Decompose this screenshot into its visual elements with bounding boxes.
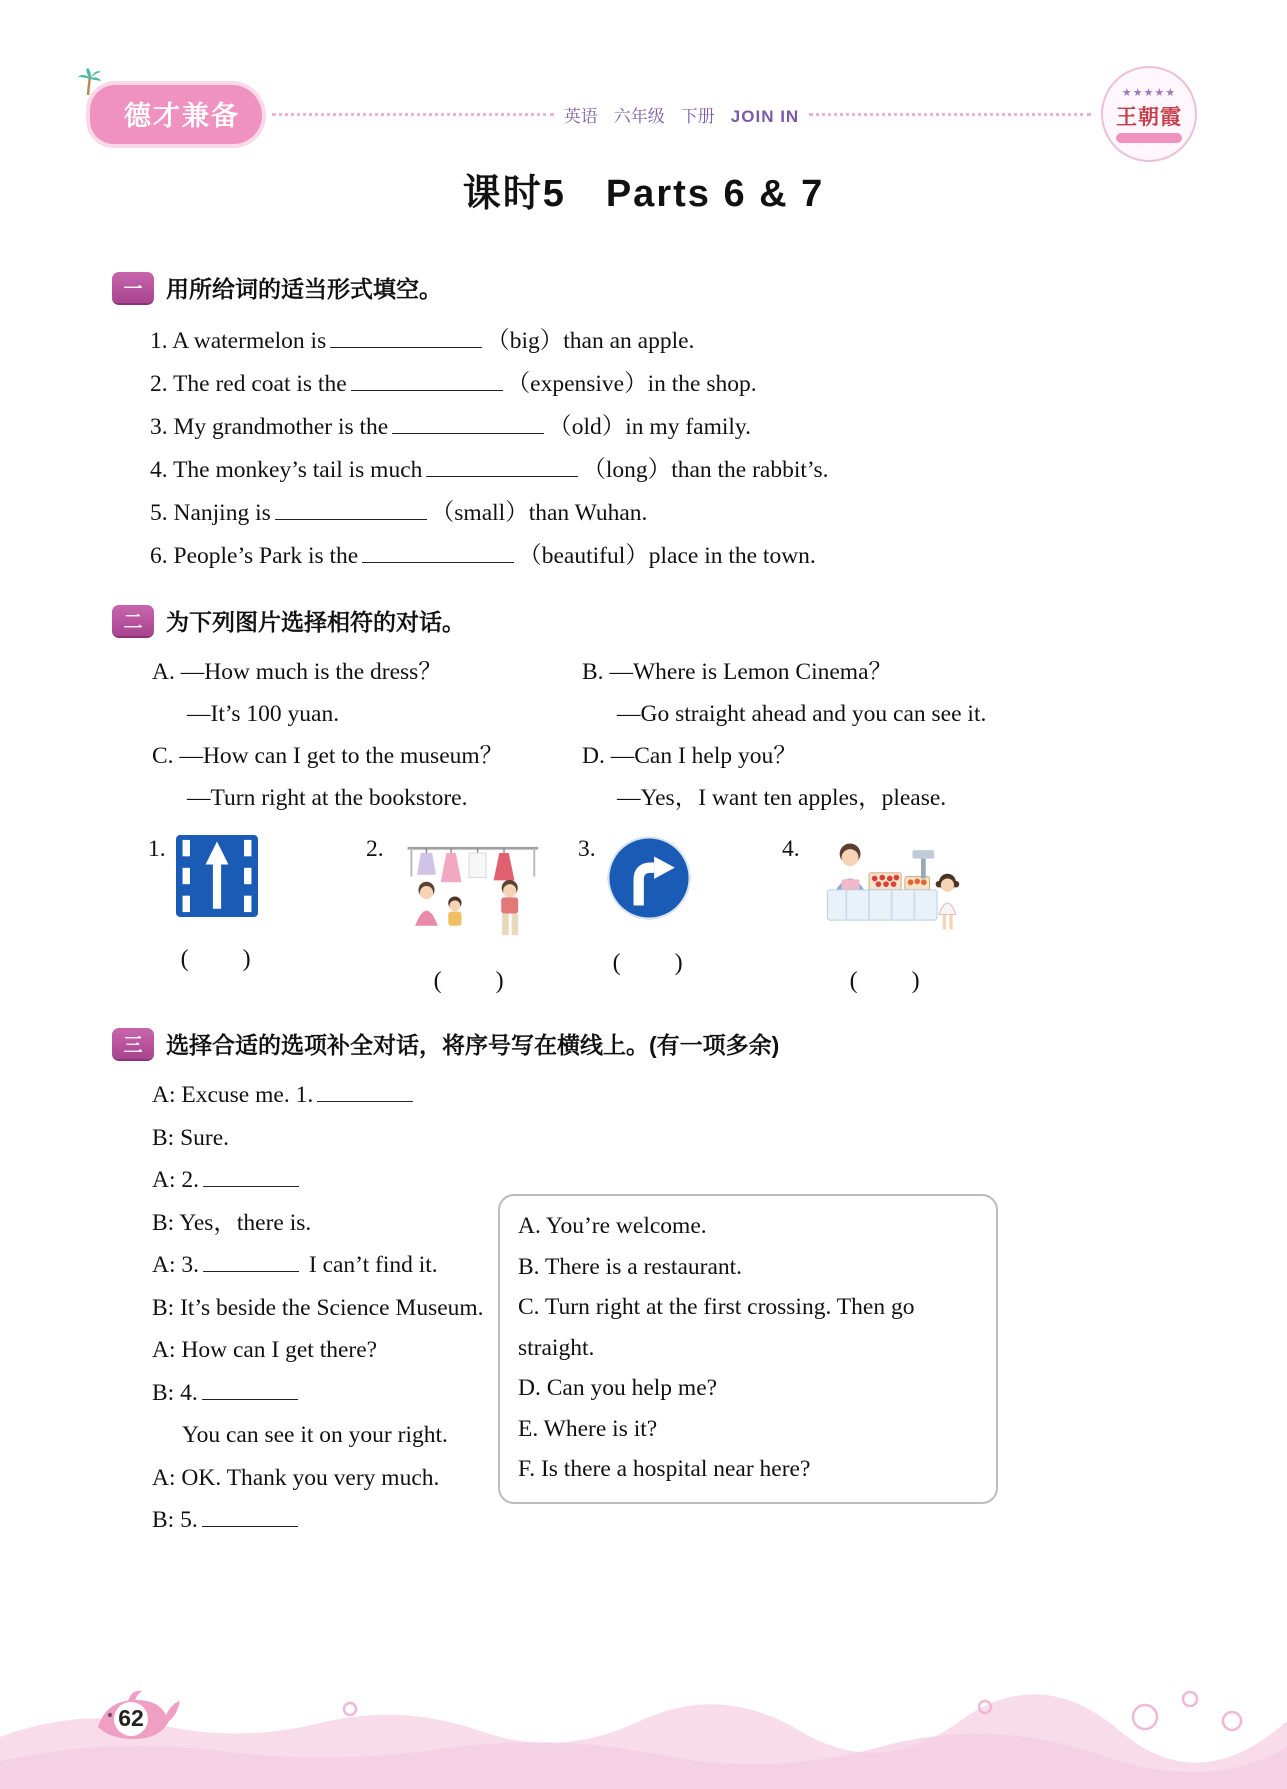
line-text: B: Sure. <box>152 1124 230 1151</box>
dialogue-answer: —It’s 100 yuan. <box>187 701 340 727</box>
palm-tree-icon <box>74 67 104 104</box>
answer-blank-parens: ( ) <box>849 968 922 994</box>
item-post: in my family. <box>625 414 752 440</box>
line-text: B: Yes，there is. <box>152 1209 312 1236</box>
dialogue-line <box>152 1499 1287 1542</box>
fill-blank-item <box>150 320 1287 363</box>
picture-number: 4. <box>782 836 800 862</box>
word-hint: （big） <box>486 328 564 354</box>
section-number-badge: 三 <box>112 1028 154 1059</box>
straight-sign-image <box>176 835 258 922</box>
section-three-header <box>112 1027 1287 1060</box>
blank-line <box>317 1079 413 1103</box>
item-post: than the rabbit’s. <box>671 457 829 483</box>
dialogue-answer: —Go straight ahead and you can see it. <box>617 701 987 727</box>
section-instruction: 用所给词的适当形式填空。 <box>166 276 442 302</box>
section-one-header <box>112 271 1287 304</box>
ribbon-icon <box>1116 133 1182 143</box>
dialogue-answer: —Turn right at the bookstore. <box>187 785 468 811</box>
book-series: JOIN IN <box>730 106 800 126</box>
section-three <box>0 1027 1287 1564</box>
book-volume: 下册 <box>680 106 715 126</box>
item-pre: 1. A watermelon is <box>150 328 327 354</box>
dialogue-b <box>582 651 1287 735</box>
item-pre: 6. People’s Park is the <box>150 543 359 569</box>
option-item: B. There is a restaurant. <box>518 1253 743 1280</box>
line-text: A: How can I get there? <box>152 1337 378 1363</box>
answer-blank-parens: ( ) <box>180 946 253 972</box>
line-text: A: 3. <box>152 1252 199 1278</box>
dolphin-icon <box>88 1687 184 1751</box>
page-number: 62 <box>118 1705 144 1731</box>
item-post: than an apple. <box>563 328 695 354</box>
lesson-title: 课时5 Parts 6 & 7 <box>462 173 825 215</box>
section-one <box>0 271 1287 578</box>
section-instruction: 选择合适的选项补全对话，将序号写在横线上。(有一项多余) <box>166 1032 780 1058</box>
dialogue-options-grid <box>152 651 1287 819</box>
picture-number: 1. <box>148 836 166 862</box>
dialogue-question: —Where is Lemon Cinema？ <box>609 659 893 685</box>
stars-icon: ★★★★★ <box>1121 86 1177 99</box>
section-number-badge: 二 <box>112 605 154 636</box>
fill-blank-item <box>150 363 1287 406</box>
blank-line <box>203 1164 299 1188</box>
turn-right-sign-image <box>606 835 692 926</box>
word-hint: （beautiful） <box>518 543 649 569</box>
word-hint: （expensive） <box>506 371 648 397</box>
picture-cell <box>782 835 1002 995</box>
page-header <box>90 66 1197 162</box>
dialogue-label: D. <box>582 743 605 769</box>
line-text: B: 4. <box>152 1379 198 1406</box>
blank-line <box>203 1249 299 1273</box>
blank-line <box>426 454 578 478</box>
brand-logo-text: 德才兼备 <box>124 100 240 131</box>
section-two-header <box>112 604 1287 637</box>
answer-blank-parens: ( ) <box>612 950 685 976</box>
line-text: B: 5. <box>152 1507 198 1533</box>
line-text: A: 2. <box>152 1167 199 1193</box>
fill-blank-item <box>150 406 1287 449</box>
dialogue-line <box>152 1074 1287 1117</box>
section-two <box>0 604 1287 995</box>
pictures-row <box>148 835 1287 995</box>
word-hint: （old） <box>548 414 626 440</box>
fill-blank-item <box>150 535 1287 578</box>
option-item: D. Can you help me? <box>518 1375 718 1401</box>
picture-cell <box>366 835 578 995</box>
fill-blank-item <box>150 449 1287 492</box>
brand-logo <box>90 85 262 144</box>
dialogue-line <box>152 1117 1287 1160</box>
option-item: A. You’re welcome. <box>518 1213 707 1239</box>
completion-dialogue <box>152 1074 1287 1564</box>
blank-line <box>392 411 544 435</box>
line-text: B: It’s beside the Science Museum. <box>152 1294 484 1321</box>
item-pre: 5. Nanjing is <box>150 500 271 526</box>
dialogue-label: A. <box>152 659 175 685</box>
item-pre: 4. The monkey’s tail is much <box>150 457 423 483</box>
fill-blank-item <box>150 492 1287 535</box>
book-info <box>564 102 799 127</box>
author-stamp <box>1101 66 1197 162</box>
blank-line <box>351 368 503 392</box>
book-grade: 六年级 <box>613 106 665 126</box>
picture-cell <box>148 835 366 973</box>
dialogue-question: —Can I help you？ <box>610 743 797 769</box>
item-pre: 2. The red coat is the <box>150 371 347 397</box>
dialogue-question: —How much is the dress？ <box>180 659 442 685</box>
line-text: A: Excuse me. 1. <box>152 1082 314 1108</box>
line-text-post: I can’t find it. <box>308 1252 438 1278</box>
item-post: than Wuhan. <box>528 500 648 526</box>
dialogue-a <box>152 651 582 735</box>
dialogue-answer: —Yes，I want ten apples，please. <box>617 785 947 811</box>
picture-number: 3. <box>578 836 596 862</box>
dialogue-c <box>152 735 582 819</box>
fruit-shop-image <box>810 835 962 944</box>
wave-decoration <box>0 1679 1287 1789</box>
dialogue-d <box>582 735 1287 819</box>
word-hint: （long） <box>582 457 672 483</box>
blank-line <box>362 540 514 564</box>
blank-line <box>330 325 482 349</box>
book-subject: 英语 <box>563 106 598 126</box>
line-text: You can see it on your right. <box>182 1422 448 1448</box>
answer-blank-parens: ( ) <box>433 968 506 994</box>
blank-line <box>275 497 427 521</box>
item-pre: 3. My grandmother is the <box>150 414 389 440</box>
dialogue-label: B. <box>582 659 604 685</box>
header-divider <box>272 113 554 116</box>
fill-blank-list <box>150 320 1287 578</box>
blank-line <box>202 1376 298 1400</box>
dialogue-label: C. <box>152 743 174 769</box>
picture-cell <box>578 835 782 977</box>
option-item: C. Turn right at the first crossing. Then go straight. <box>518 1294 915 1361</box>
section-instruction: 为下列图片选择相符的对话。 <box>166 609 465 635</box>
options-box <box>498 1194 998 1504</box>
item-post: in the shop. <box>647 371 757 397</box>
word-hint: （small） <box>430 500 529 526</box>
header-divider <box>809 113 1091 116</box>
item-post: place in the town. <box>648 543 816 569</box>
section-number-badge: 一 <box>112 272 154 303</box>
clothing-shop-image <box>394 835 546 944</box>
picture-number: 2. <box>366 836 384 862</box>
dialogue-question: —How can I get to the museum？ <box>179 743 504 769</box>
author-stamp-name: 王朝霞 <box>1116 105 1182 129</box>
option-item: F. Is there a hospital near here? <box>518 1456 811 1482</box>
blank-line <box>202 1504 298 1528</box>
option-item: E. Where is it? <box>518 1415 658 1442</box>
line-text: A: OK. Thank you very much. <box>152 1464 440 1491</box>
